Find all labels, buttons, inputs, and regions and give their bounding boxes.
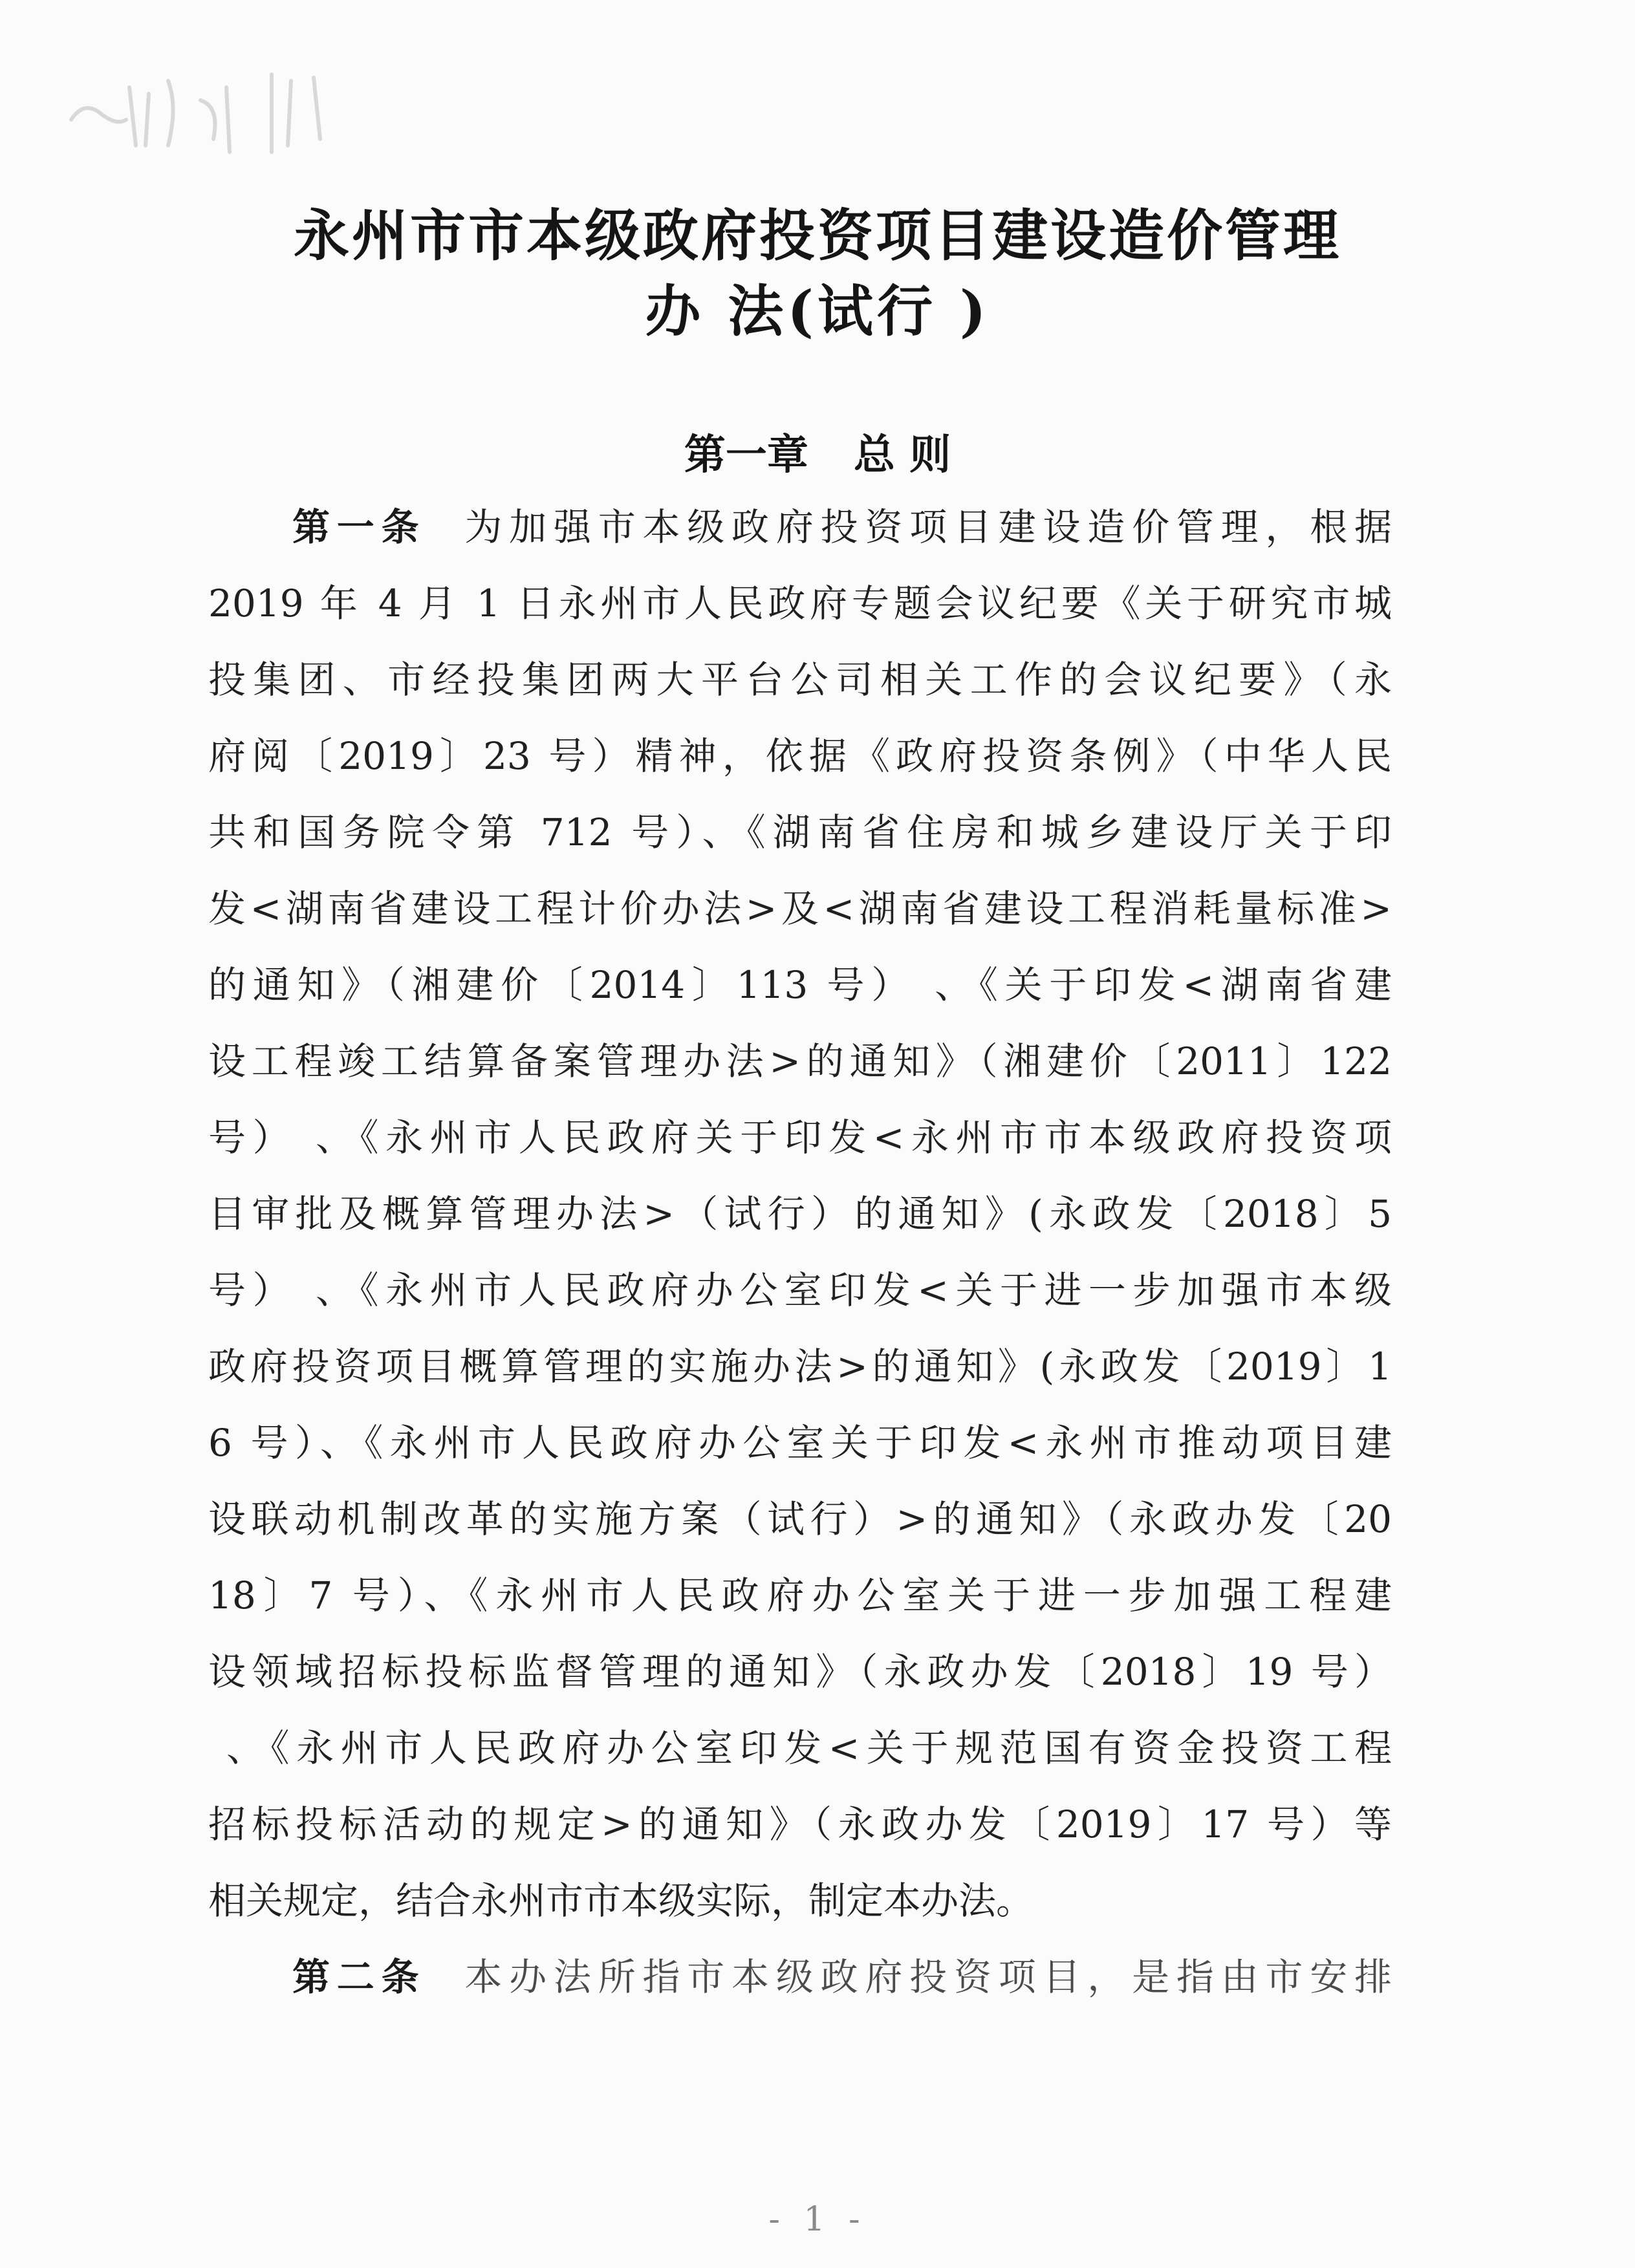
article-2-line: 第二条 本办法所指市本级政府投资项目，是指由市安排 bbox=[292, 1955, 1392, 1999]
article-1-line: 共和国务院令第 712 号）、《湖南省住房和城乡建设厅关于印 bbox=[208, 810, 1392, 854]
article-1-line: 6 号）、《永州市人民政府办公室关于印发<永州市推动项目建 bbox=[208, 1421, 1392, 1465]
article-1-line: 设领域招标投标监督管理的通知》（永政办发〔2018〕19 号） bbox=[208, 1650, 1392, 1694]
article-1-line: 、《永州市人民政府办公室印发<关于规范国有资金投资工程 bbox=[226, 1726, 1392, 1770]
chapter-heading bbox=[0, 422, 1635, 481]
stamp-residue bbox=[58, 61, 369, 171]
article-1-line: 目审批及概算管理办法>（试行）的通知》(永政发〔2018〕5 bbox=[208, 1192, 1392, 1236]
article-1-line: 府阅〔2019〕23 号）精神，依据《政府投资条例》（中华人民 bbox=[208, 734, 1392, 778]
document-title-line1: 永州市市本级政府投资项目建设造价管理 bbox=[294, 203, 1341, 268]
page-number: - 1 - bbox=[768, 2200, 867, 2239]
article-1-line: 政府投资项目概算管理的实施办法>的通知》(永政发〔2019〕1 bbox=[208, 1345, 1392, 1388]
article-1-line: 号） 、《永州市人民政府办公室印发<关于进一步加强市本级 bbox=[208, 1268, 1392, 1312]
article-1-label: 第一条 bbox=[292, 505, 426, 549]
document-title-line2: 办 法(试行 ) bbox=[645, 279, 990, 344]
article-1-line: 投集团、市经投集团两大平台公司相关工作的会议纪要》（永 bbox=[208, 658, 1392, 702]
article-1-line: 招标投标活动的规定>的通知》（永政办发〔2019〕17 号）等 bbox=[208, 1802, 1392, 1846]
chapter-name: 总 则 bbox=[853, 431, 951, 479]
article-1-line: 设工程竣工结算备案管理办法>的通知》（湘建价〔2011〕122 bbox=[208, 1039, 1392, 1083]
article-1-line: 相关规定，结合永州市市本级实际，制定本办法。 bbox=[208, 1879, 1034, 1923]
article-1-line: 号） 、《永州市人民政府关于印发<永州市市本级政府投资项 bbox=[208, 1116, 1392, 1160]
article-2-label: 第二条 bbox=[292, 1955, 426, 1999]
article-1-line: 设联动机制改革的实施方案（试行）>的通知》（永政办发〔20 bbox=[208, 1497, 1392, 1541]
chapter-number: 第一章 bbox=[684, 431, 808, 479]
article-1-line: 第一条 为加强市本级政府投资项目建设造价管理，根据 bbox=[292, 505, 1392, 549]
article-1-line: 发<湖南省建设工程计价办法>及<湖南省建设工程消耗量标准> bbox=[208, 887, 1392, 931]
article-1-line: 的通知》（湘建价〔2014〕113 号） 、《关于印发<湖南省建 bbox=[208, 963, 1392, 1007]
article-1-line: 2019 年 4 月 1 日永州市人民政府专题会议纪要《关于研究市城 bbox=[208, 581, 1392, 625]
article-1-line: 18〕7 号）、《永州市人民政府办公室关于进一步加强工程建 bbox=[208, 1573, 1392, 1617]
